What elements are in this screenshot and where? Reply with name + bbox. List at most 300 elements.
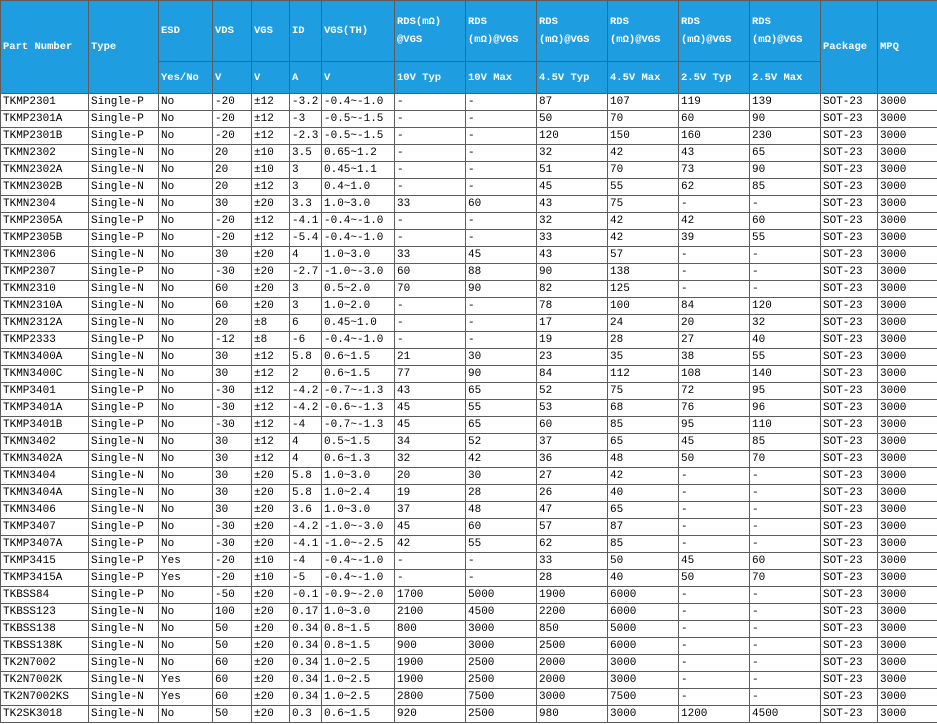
cell-package: SOT-23 — [821, 655, 878, 672]
cell-rds-25v-max: - — [750, 689, 821, 706]
cell-id: 2 — [290, 366, 322, 383]
cell-vgs-th: 0.5~1.5 — [322, 434, 395, 451]
cell-vgs-th: -0.4~-1.0 — [322, 570, 395, 587]
cell-part-number: TKMN2302 — [1, 145, 89, 162]
cell-part-number: TKMP3415 — [1, 553, 89, 570]
header-rds-45v-max-unit: 4.5V Max — [608, 62, 679, 94]
cell-part-number: TKMN2302B — [1, 179, 89, 196]
cell-part-number: TKMN3404 — [1, 468, 89, 485]
cell-vgs: ±20 — [252, 587, 290, 604]
table-row — [1, 281, 937, 298]
cell-rds-25v-max: 85 — [750, 434, 821, 451]
cell-vgs-th: 1.0~3.0 — [322, 604, 395, 621]
cell-rds-10v-typ: - — [395, 111, 466, 128]
cell-vgs: ±20 — [252, 655, 290, 672]
cell-rds-10v-max: - — [466, 213, 537, 230]
header-rds-25v-max-line2: (mΩ)@VGS — [752, 34, 803, 46]
cell-rds-25v-max: 55 — [750, 230, 821, 247]
cell-type: Single-P — [89, 111, 159, 128]
cell-rds-45v-typ: 36 — [537, 451, 608, 468]
header-vgs-unit: V — [252, 62, 290, 94]
header-esd: ESD — [159, 1, 213, 62]
header-rds-10v-max-line1: RDS — [468, 16, 487, 28]
cell-part-number: TKMN3406 — [1, 502, 89, 519]
cell-rds-10v-typ: - — [395, 570, 466, 587]
cell-esd: No — [159, 162, 213, 179]
cell-rds-45v-max: 5000 — [608, 621, 679, 638]
table-row — [1, 451, 937, 468]
cell-rds-45v-typ: 32 — [537, 213, 608, 230]
cell-vgs: ±20 — [252, 672, 290, 689]
cell-rds-25v-max: - — [750, 604, 821, 621]
cell-rds-25v-max: - — [750, 638, 821, 655]
cell-esd: Yes — [159, 672, 213, 689]
cell-rds-10v-typ: 900 — [395, 638, 466, 655]
header-id-unit: A — [290, 62, 322, 94]
cell-type: Single-N — [89, 638, 159, 655]
cell-package: SOT-23 — [821, 264, 878, 281]
cell-type: Single-N — [89, 366, 159, 383]
cell-rds-45v-max: 125 — [608, 281, 679, 298]
cell-type: Single-N — [89, 689, 159, 706]
cell-mpq: 3000 — [878, 672, 937, 689]
cell-rds-25v-typ: 84 — [679, 298, 750, 315]
cell-rds-25v-typ: - — [679, 638, 750, 655]
header-rds-25v-typ-line1: RDS — [681, 16, 700, 28]
cell-vgs: ±12 — [252, 230, 290, 247]
cell-esd: Yes — [159, 570, 213, 587]
cell-vgs: ±12 — [252, 434, 290, 451]
cell-package: SOT-23 — [821, 638, 878, 655]
cell-esd: No — [159, 111, 213, 128]
cell-vgs: ±20 — [252, 196, 290, 213]
cell-package: SOT-23 — [821, 349, 878, 366]
cell-part-number: TKMN3404A — [1, 485, 89, 502]
cell-rds-10v-typ: - — [395, 553, 466, 570]
cell-rds-45v-typ: 32 — [537, 145, 608, 162]
cell-rds-10v-max: 4500 — [466, 604, 537, 621]
table-row — [1, 485, 937, 502]
cell-rds-10v-typ: 33 — [395, 247, 466, 264]
cell-part-number: TKMN2310 — [1, 281, 89, 298]
cell-rds-10v-typ: 42 — [395, 536, 466, 553]
cell-type: Single-N — [89, 298, 159, 315]
cell-mpq: 3000 — [878, 196, 937, 213]
cell-part-number: TKMP2333 — [1, 332, 89, 349]
cell-rds-25v-max: 230 — [750, 128, 821, 145]
cell-vgs: ±12 — [252, 400, 290, 417]
header-rds-45v-typ-line2: (mΩ)@VGS — [539, 34, 590, 46]
cell-rds-25v-max: - — [750, 281, 821, 298]
cell-rds-10v-max: 42 — [466, 451, 537, 468]
header-rds-10v-max-line2: (mΩ)@VGS — [468, 34, 519, 46]
cell-id: -0.1 — [290, 587, 322, 604]
cell-rds-45v-max: 112 — [608, 366, 679, 383]
cell-mpq: 3000 — [878, 366, 937, 383]
header-vgs-th-unit: V — [322, 62, 395, 94]
cell-rds-25v-typ: - — [679, 281, 750, 298]
cell-rds-45v-max: 75 — [608, 196, 679, 213]
header-vgs: VGS — [252, 1, 290, 62]
cell-vgs-th: 0.8~1.5 — [322, 621, 395, 638]
cell-rds-25v-max: 139 — [750, 94, 821, 111]
cell-mpq: 3000 — [878, 128, 937, 145]
cell-id: 4 — [290, 451, 322, 468]
cell-vgs-th: 1.0~2.0 — [322, 298, 395, 315]
cell-esd: No — [159, 536, 213, 553]
cell-vds: 50 — [213, 621, 252, 638]
cell-rds-45v-typ: 53 — [537, 400, 608, 417]
cell-rds-45v-max: 42 — [608, 213, 679, 230]
cell-rds-45v-typ: 17 — [537, 315, 608, 332]
table-row — [1, 128, 937, 145]
cell-vgs-th: -1.0~-3.0 — [322, 519, 395, 536]
cell-part-number: TKMP3401A — [1, 400, 89, 417]
cell-esd: No — [159, 519, 213, 536]
cell-vgs: ±20 — [252, 536, 290, 553]
cell-vgs-th: 0.45~1.0 — [322, 315, 395, 332]
cell-rds-25v-typ: 62 — [679, 179, 750, 196]
cell-package: SOT-23 — [821, 519, 878, 536]
cell-rds-10v-typ: - — [395, 230, 466, 247]
cell-rds-45v-max: 107 — [608, 94, 679, 111]
header-type: Type — [89, 1, 159, 94]
cell-rds-25v-max: 65 — [750, 145, 821, 162]
cell-rds-10v-max: - — [466, 553, 537, 570]
cell-part-number: TKMP2305A — [1, 213, 89, 230]
cell-esd: Yes — [159, 689, 213, 706]
cell-part-number: TKMN2312A — [1, 315, 89, 332]
cell-rds-10v-max: - — [466, 179, 537, 196]
cell-esd: No — [159, 706, 213, 723]
table-row — [1, 247, 937, 264]
table-row — [1, 519, 937, 536]
cell-id: 0.34 — [290, 638, 322, 655]
cell-id: 3.6 — [290, 502, 322, 519]
cell-vgs: ±20 — [252, 247, 290, 264]
cell-package: SOT-23 — [821, 553, 878, 570]
cell-esd: No — [159, 145, 213, 162]
cell-package: SOT-23 — [821, 162, 878, 179]
cell-rds-45v-typ: 2000 — [537, 655, 608, 672]
cell-rds-45v-typ: 43 — [537, 196, 608, 213]
cell-rds-25v-max: 95 — [750, 383, 821, 400]
cell-rds-45v-typ: 84 — [537, 366, 608, 383]
cell-id: 0.17 — [290, 604, 322, 621]
cell-rds-10v-typ: 45 — [395, 417, 466, 434]
cell-mpq: 3000 — [878, 400, 937, 417]
cell-part-number: TKMP2301B — [1, 128, 89, 145]
table-row — [1, 213, 937, 230]
cell-vgs: ±12 — [252, 94, 290, 111]
cell-rds-25v-typ: 50 — [679, 451, 750, 468]
cell-rds-10v-typ: 2100 — [395, 604, 466, 621]
header-vds: VDS — [213, 1, 252, 62]
cell-vds: 20 — [213, 315, 252, 332]
cell-esd: No — [159, 366, 213, 383]
cell-part-number: TKMP3407A — [1, 536, 89, 553]
cell-rds-25v-typ: - — [679, 196, 750, 213]
cell-rds-45v-max: 138 — [608, 264, 679, 281]
cell-rds-45v-typ: 33 — [537, 553, 608, 570]
cell-rds-10v-max: - — [466, 94, 537, 111]
cell-rds-25v-typ: - — [679, 536, 750, 553]
cell-vgs-th: 0.4~1.0 — [322, 179, 395, 196]
cell-type: Single-P — [89, 587, 159, 604]
cell-type: Single-P — [89, 230, 159, 247]
table-row — [1, 264, 937, 281]
cell-rds-25v-typ: - — [679, 468, 750, 485]
cell-rds-45v-typ: 3000 — [537, 689, 608, 706]
cell-mpq: 3000 — [878, 536, 937, 553]
cell-rds-10v-typ: 77 — [395, 366, 466, 383]
cell-rds-45v-typ: 62 — [537, 536, 608, 553]
cell-vgs: ±10 — [252, 553, 290, 570]
cell-part-number: TKMP3401 — [1, 383, 89, 400]
cell-mpq: 3000 — [878, 655, 937, 672]
cell-rds-25v-typ: 160 — [679, 128, 750, 145]
cell-part-number: TKBSS84 — [1, 587, 89, 604]
cell-rds-45v-max: 48 — [608, 451, 679, 468]
table-row — [1, 587, 937, 604]
cell-vds: -20 — [213, 553, 252, 570]
cell-id: 5.8 — [290, 468, 322, 485]
cell-mpq: 3000 — [878, 349, 937, 366]
cell-rds-10v-typ: - — [395, 162, 466, 179]
cell-mpq: 3000 — [878, 689, 937, 706]
cell-id: 3 — [290, 179, 322, 196]
cell-type: Single-P — [89, 417, 159, 434]
table-row — [1, 94, 937, 111]
cell-mpq: 3000 — [878, 298, 937, 315]
cell-vds: 30 — [213, 451, 252, 468]
cell-vds: -30 — [213, 417, 252, 434]
cell-id: -4 — [290, 417, 322, 434]
cell-vgs-th: -0.5~-1.5 — [322, 128, 395, 145]
header-rds-10v-typ-line1: RDS(mΩ) — [397, 16, 442, 28]
cell-type: Single-N — [89, 621, 159, 638]
cell-vgs-th: 1.0~2.5 — [322, 689, 395, 706]
cell-rds-45v-typ: 980 — [537, 706, 608, 723]
cell-mpq: 3000 — [878, 621, 937, 638]
cell-vds: 60 — [213, 281, 252, 298]
cell-rds-10v-max: 3000 — [466, 638, 537, 655]
cell-rds-25v-typ: - — [679, 621, 750, 638]
cell-rds-10v-typ: 37 — [395, 502, 466, 519]
cell-rds-25v-max: - — [750, 587, 821, 604]
table-row — [1, 536, 937, 553]
cell-mpq: 3000 — [878, 485, 937, 502]
cell-id: -4.2 — [290, 400, 322, 417]
header-rds-45v-max-line1: RDS — [610, 16, 629, 28]
cell-id: -3 — [290, 111, 322, 128]
cell-rds-45v-max: 24 — [608, 315, 679, 332]
cell-part-number: TKMP2307 — [1, 264, 89, 281]
cell-rds-10v-typ: 21 — [395, 349, 466, 366]
cell-rds-45v-max: 75 — [608, 383, 679, 400]
cell-vds: 30 — [213, 468, 252, 485]
cell-vds: 60 — [213, 672, 252, 689]
cell-rds-45v-max: 28 — [608, 332, 679, 349]
cell-rds-10v-typ: - — [395, 128, 466, 145]
table-row — [1, 417, 937, 434]
cell-rds-45v-typ: 52 — [537, 383, 608, 400]
cell-vgs: ±12 — [252, 451, 290, 468]
table-row — [1, 349, 937, 366]
cell-rds-45v-max: 70 — [608, 111, 679, 128]
cell-type: Single-P — [89, 570, 159, 587]
cell-package: SOT-23 — [821, 111, 878, 128]
header-mpq: MPQ — [878, 1, 937, 94]
cell-rds-10v-typ: 800 — [395, 621, 466, 638]
cell-vgs: ±12 — [252, 128, 290, 145]
cell-rds-45v-max: 65 — [608, 434, 679, 451]
cell-package: SOT-23 — [821, 400, 878, 417]
cell-vgs-th: -0.4~-1.0 — [322, 553, 395, 570]
cell-vgs: ±8 — [252, 315, 290, 332]
table-row — [1, 179, 937, 196]
cell-rds-10v-typ: - — [395, 298, 466, 315]
cell-rds-25v-max: - — [750, 502, 821, 519]
cell-id: -6 — [290, 332, 322, 349]
cell-vgs: ±12 — [252, 111, 290, 128]
cell-vgs: ±12 — [252, 383, 290, 400]
cell-package: SOT-23 — [821, 213, 878, 230]
cell-id: -4 — [290, 553, 322, 570]
cell-vgs-th: 1.0~3.0 — [322, 196, 395, 213]
cell-vgs: ±20 — [252, 689, 290, 706]
cell-package: SOT-23 — [821, 383, 878, 400]
cell-esd: No — [159, 383, 213, 400]
cell-type: Single-N — [89, 247, 159, 264]
cell-esd: No — [159, 281, 213, 298]
cell-vgs: ±12 — [252, 417, 290, 434]
header-rds-10v-typ-unit: 10V Typ — [395, 62, 466, 94]
cell-rds-10v-typ: - — [395, 145, 466, 162]
cell-mpq: 3000 — [878, 247, 937, 264]
cell-mpq: 3000 — [878, 230, 937, 247]
cell-rds-25v-max: 90 — [750, 111, 821, 128]
cell-esd: No — [159, 434, 213, 451]
cell-vds: 50 — [213, 706, 252, 723]
cell-rds-45v-max: 85 — [608, 536, 679, 553]
cell-rds-10v-max: 60 — [466, 196, 537, 213]
cell-vgs: ±20 — [252, 264, 290, 281]
cell-type: Single-N — [89, 502, 159, 519]
cell-id: 0.34 — [290, 672, 322, 689]
cell-type: Single-P — [89, 383, 159, 400]
cell-id: 0.34 — [290, 655, 322, 672]
cell-vgs-th: 0.6~1.5 — [322, 349, 395, 366]
cell-vgs: ±12 — [252, 179, 290, 196]
cell-vgs: ±8 — [252, 332, 290, 349]
cell-package: SOT-23 — [821, 366, 878, 383]
cell-vgs: ±20 — [252, 621, 290, 638]
cell-package: SOT-23 — [821, 468, 878, 485]
cell-id: 0.3 — [290, 706, 322, 723]
cell-rds-45v-typ: 2200 — [537, 604, 608, 621]
cell-rds-45v-max: 85 — [608, 417, 679, 434]
cell-rds-25v-typ: 45 — [679, 434, 750, 451]
cell-package: SOT-23 — [821, 315, 878, 332]
cell-vgs-th: 1.0~2.5 — [322, 655, 395, 672]
cell-id: -4.2 — [290, 383, 322, 400]
cell-id: 5.8 — [290, 485, 322, 502]
cell-rds-25v-typ: 119 — [679, 94, 750, 111]
cell-id: -4.2 — [290, 519, 322, 536]
cell-rds-25v-typ: 1200 — [679, 706, 750, 723]
cell-rds-45v-max: 55 — [608, 179, 679, 196]
cell-mpq: 3000 — [878, 315, 937, 332]
cell-id: -4.1 — [290, 213, 322, 230]
header-rds-10v-typ-line2: @VGS — [397, 34, 423, 46]
cell-rds-10v-typ: 20 — [395, 468, 466, 485]
cell-type: Single-P — [89, 213, 159, 230]
cell-mpq: 3000 — [878, 264, 937, 281]
cell-vds: -30 — [213, 264, 252, 281]
cell-rds-25v-max: 90 — [750, 162, 821, 179]
cell-vgs-th: 1.0~3.0 — [322, 247, 395, 264]
cell-rds-10v-typ: 34 — [395, 434, 466, 451]
header-rds-25v-max — [750, 1, 821, 62]
cell-rds-10v-typ: 1900 — [395, 655, 466, 672]
cell-rds-10v-typ: 19 — [395, 485, 466, 502]
cell-rds-45v-max: 100 — [608, 298, 679, 315]
cell-rds-10v-max: 7500 — [466, 689, 537, 706]
cell-vgs: ±10 — [252, 145, 290, 162]
cell-rds-25v-typ: - — [679, 519, 750, 536]
cell-vds: 60 — [213, 689, 252, 706]
cell-rds-25v-max: - — [750, 485, 821, 502]
cell-rds-45v-max: 42 — [608, 468, 679, 485]
header-rds-25v-typ — [679, 1, 750, 62]
cell-rds-10v-max: 30 — [466, 349, 537, 366]
cell-part-number: TKMN2306 — [1, 247, 89, 264]
cell-id: -2.7 — [290, 264, 322, 281]
cell-rds-25v-typ: 95 — [679, 417, 750, 434]
cell-rds-25v-typ: 38 — [679, 349, 750, 366]
cell-rds-10v-typ: 45 — [395, 519, 466, 536]
cell-vds: -20 — [213, 111, 252, 128]
cell-mpq: 3000 — [878, 332, 937, 349]
cell-type: Single-N — [89, 281, 159, 298]
cell-package: SOT-23 — [821, 485, 878, 502]
cell-package: SOT-23 — [821, 417, 878, 434]
cell-type: Single-N — [89, 434, 159, 451]
header-rds-45v-max — [608, 1, 679, 62]
cell-part-number: TKBSS123 — [1, 604, 89, 621]
cell-esd: No — [159, 638, 213, 655]
cell-rds-25v-max: 60 — [750, 553, 821, 570]
cell-rds-10v-max: 28 — [466, 485, 537, 502]
cell-vgs: ±20 — [252, 706, 290, 723]
cell-esd: No — [159, 315, 213, 332]
cell-package: SOT-23 — [821, 145, 878, 162]
cell-rds-25v-typ: 76 — [679, 400, 750, 417]
cell-rds-25v-max: - — [750, 536, 821, 553]
header-id: ID — [290, 1, 322, 62]
header-vgs-th: VGS(TH) — [322, 1, 395, 62]
cell-package: SOT-23 — [821, 706, 878, 723]
cell-vgs-th: 1.0~2.5 — [322, 672, 395, 689]
cell-type: Single-N — [89, 315, 159, 332]
table-row — [1, 706, 937, 723]
cell-esd: No — [159, 196, 213, 213]
cell-type: Single-N — [89, 604, 159, 621]
cell-rds-45v-typ: 45 — [537, 179, 608, 196]
cell-rds-45v-max: 6000 — [608, 638, 679, 655]
cell-part-number: TKBSS138K — [1, 638, 89, 655]
